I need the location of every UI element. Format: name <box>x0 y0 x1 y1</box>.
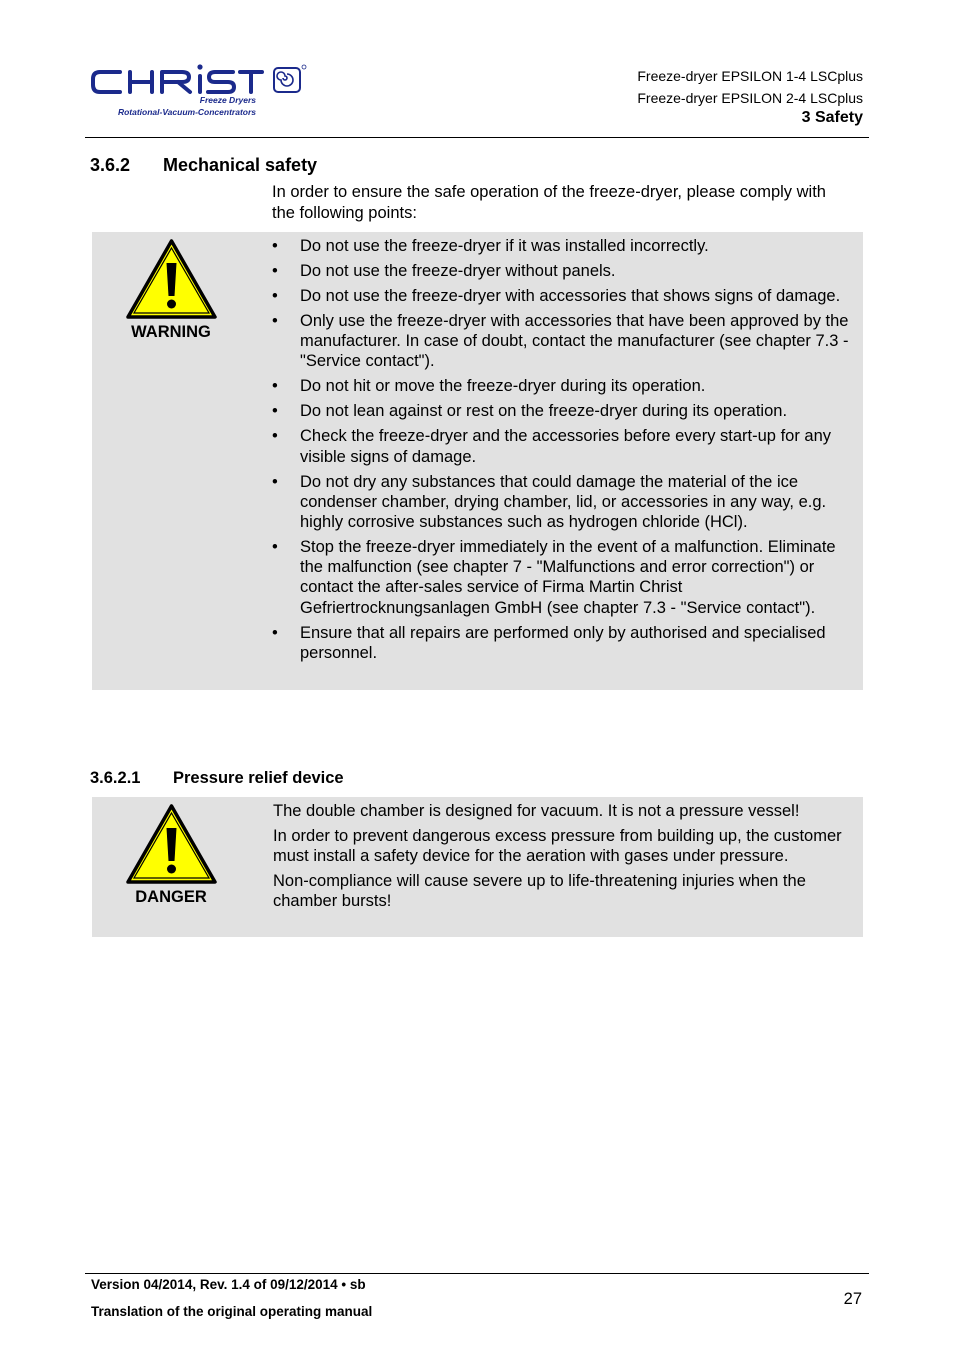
warning-list-item: • Do not use the freeze-dryer if it was installed incorrectly. <box>270 236 860 256</box>
danger-paragraph: The double chamber is designed for vacuum. It is not a pressure vessel! <box>273 802 800 820</box>
logo-line2: Rotational-Vacuum-Concentrators <box>117 107 256 117</box>
header-product-2: Freeze-dryer EPSILON 2-4 LSCplus <box>637 90 863 106</box>
warning-list-item: • Stop the freeze-dryer immediately in the event of a malfunction. Eliminate the malfunction (see chapter 7 - "Malfunctions and error correction") or contact the after-sales service of Firma Martin Christ Gefriertrocknungsanlagen GmbH (see chapter 7.3 - "Service contact"). <box>270 537 860 618</box>
warning-box <box>92 232 863 690</box>
warning-triangle-icon <box>125 238 218 320</box>
header-product-1: Freeze-dryer EPSILON 1-4 LSCplus <box>637 68 863 84</box>
header-section: 3 Safety <box>801 109 863 126</box>
warning-list-item: • Check the freeze-dryer and the accessories before every start-up for any visible signs of damage. <box>270 426 860 466</box>
danger-paragraph: Non-compliance will cause severe up to life-threatening injuries when the chamber bursts! <box>273 872 806 911</box>
danger-triangle-icon <box>125 803 218 885</box>
subsection-title: Pressure relief device <box>173 769 344 787</box>
warning-list-item: • Do not hit or move the freeze-dryer during its operation. <box>270 376 860 396</box>
section-title: Mechanical safety <box>163 155 318 175</box>
warning-list-item: • Do not use the freeze-dryer with accessories that shows signs of damage. <box>270 286 860 306</box>
warning-list-item: • Do not lean against or rest on the freeze-dryer during its operation. <box>270 401 860 421</box>
footer-translation: Translation of the original operating manual <box>91 1304 373 1319</box>
warning-list-item: • Ensure that all repairs are performed only by authorised and specialised personnel. <box>270 623 860 663</box>
warning-list-item: • Only use the freeze-dryer with accessories that have been approved by the manufacturer. In case of doubt, contact the manufacturer (see chapter 7.3 - "Service contact"). <box>270 311 860 372</box>
warning-list-item: • Do not use the freeze-dryer without panels. <box>270 261 860 281</box>
warning-list-item: • Do not dry any substances that could damage the material of the ice condenser chamber, drying chamber, lid, or accessories in any way, e.g. highly corrosive substances such as hydrogen chloride (HCl). <box>270 472 860 533</box>
danger-box <box>92 797 863 937</box>
danger-text <box>273 801 853 916</box>
section-intro: In order to ensure the safe operation of the freeze-dryer, please comply with the following points: <box>272 183 826 222</box>
warning-list <box>270 236 860 668</box>
section-number: 3.6.2 <box>90 155 131 175</box>
header-products <box>90 65 863 109</box>
danger-paragraph: In order to prevent dangerous excess pressure from building up, the customer must install a safety device for the aeration with gases under pressure. <box>273 827 842 866</box>
footer-version: Version 04/2014, Rev. 1.4 of 09/12/2014 • sb <box>91 1277 366 1292</box>
footer-rule <box>85 1273 869 1274</box>
header-rule <box>85 137 869 138</box>
warning-label: WARNING <box>131 323 211 341</box>
danger-label: DANGER <box>135 888 207 906</box>
subsection-number: 3.6.2.1 <box>90 769 141 787</box>
page-number: 27 <box>843 1290 862 1308</box>
logo-line1: Freeze Dryers <box>199 95 256 105</box>
